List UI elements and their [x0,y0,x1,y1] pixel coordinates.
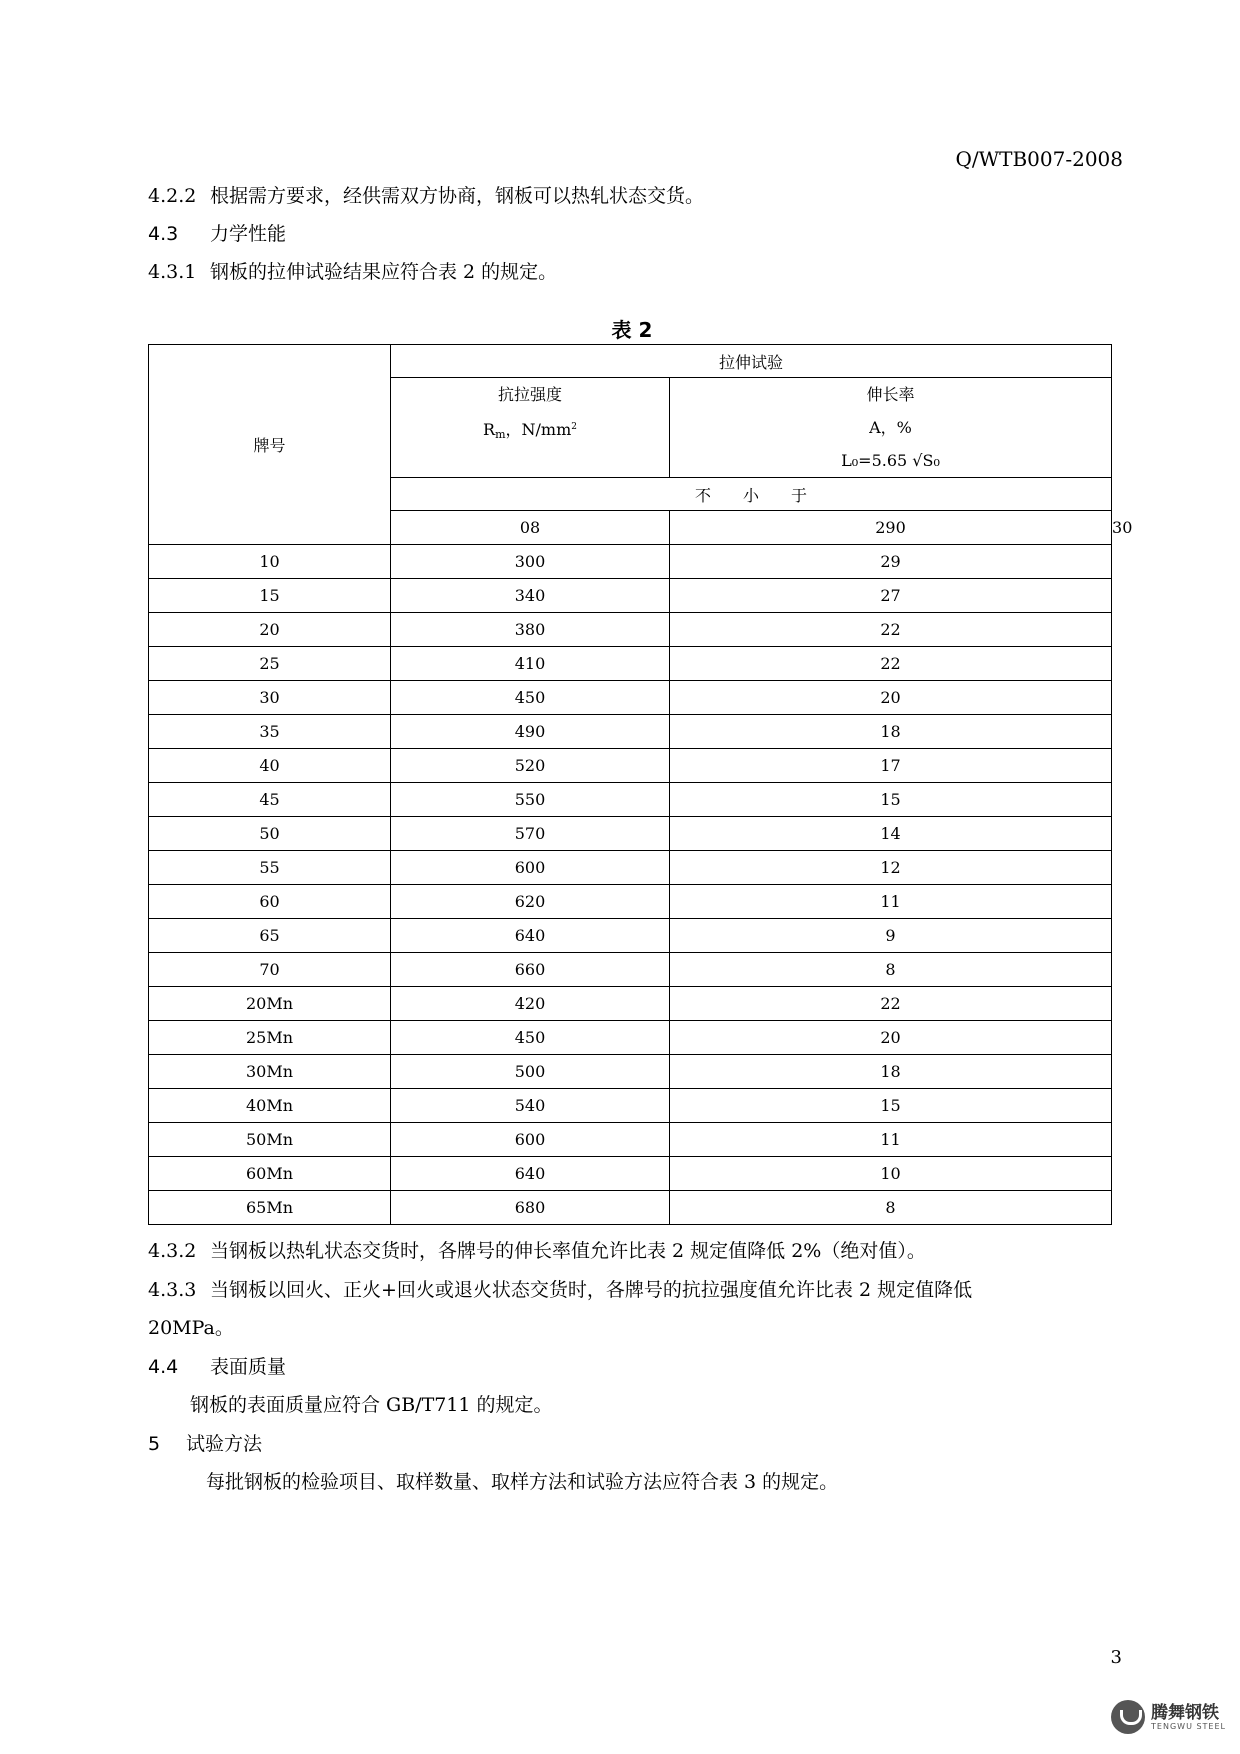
cell-strength: 450 [391,1021,670,1055]
elongation-label: 伸长率 [866,385,915,404]
heading-title: 表面质量 [210,1356,287,1378]
heading-title: 试验方法 [186,1433,263,1455]
cell-elong: 9 [670,919,1112,953]
cell-strength: 410 [391,647,670,681]
tensile-test-header: 拉伸试验 [391,345,1112,378]
cell-grade: 20Mn [149,987,391,1021]
heading-4-4 [148,1355,286,1379]
cell-grade: 20 [149,613,391,647]
cell-elong: 11 [670,1123,1112,1157]
cell-strength: 680 [391,1191,670,1225]
cell-elong: 20 [670,1021,1112,1055]
cell-strength: 490 [391,715,670,749]
cell-strength: 600 [391,1123,670,1157]
cell-elong: 29 [670,545,1112,579]
cell-grade: 45 [149,783,391,817]
cell-grade: 50Mn [149,1123,391,1157]
heading-title: 力学性能 [210,223,287,245]
cell-elong: 20 [670,681,1112,715]
cell-strength: 380 [391,613,670,647]
table-row [149,1055,1112,1089]
cell-strength: 340 [391,579,670,613]
cell-grade: 60 [149,885,391,919]
document-id: Q/WTB007-2008 [955,147,1123,171]
heading-5 [148,1432,262,1456]
grade-header: 牌号 [149,345,391,545]
clause-text: 根据需方要求，经供需双方协商，钢板可以热轧状态交货。 [210,185,705,207]
cell-elong: 11 [670,885,1112,919]
table-row [149,953,1112,987]
cell-strength: 500 [391,1055,670,1089]
heading-number: 4.4 [148,1356,179,1378]
cell-grade: 50 [149,817,391,851]
cell-strength: 570 [391,817,670,851]
table-row [149,1157,1112,1191]
cell-grade: 08 [391,511,670,545]
table-row: 08 290 30 [149,511,1112,545]
clause-number: 4.3.1 [148,261,197,283]
heading-number: 5 [148,1433,161,1455]
cell-grade: 70 [149,953,391,987]
logo-en-text: TENGWU STEEL [1151,1721,1226,1731]
clause-text: 钢板的拉伸试验结果应符合表 2 的规定。 [210,261,558,283]
cell-elong: 10 [670,1157,1112,1191]
cell-elong: 22 [670,647,1112,681]
cell-grade: 65 [149,919,391,953]
cell-strength: 600 [391,851,670,885]
cell-elong: 22 [670,613,1112,647]
clause-5-text: 每批钢板的检验项目、取样数量、取样方法和试验方法应符合表 3 的规定。 [206,1471,839,1493]
table-row [149,613,1112,647]
clause-number: 4.2.2 [148,185,197,207]
cell-strength: 640 [391,1157,670,1191]
cell-grade: 30 [149,681,391,715]
clause-4-3-1 [148,260,557,284]
cell-grade: 30Mn [149,1055,391,1089]
cell-elong: 12 [670,851,1112,885]
clause-number: 4.3.2 [148,1240,197,1262]
cell-grade: 60Mn [149,1157,391,1191]
cell-strength: 620 [391,885,670,919]
table-title: 表 2 [611,318,653,342]
cell-elong: 18 [670,715,1112,749]
tensile-test-table [148,344,1133,1225]
logo-cn-text: 腾舞钢铁 [1151,1702,1220,1723]
cell-strength: 660 [391,953,670,987]
table-row [149,919,1112,953]
clause-number: 4.3.3 [148,1279,197,1301]
table-row [149,885,1112,919]
strength-unit: $R_m$，$N/mm^2$ [483,420,577,441]
cell-strength: 450 [391,681,670,715]
cell-elong: 15 [670,1089,1112,1123]
heading-number: 4.3 [148,223,179,245]
table-row [149,987,1112,1021]
clause-text: 当钢板以热轧状态交货时，各牌号的伸长率值允许比表 2 规定值降低 2%（绝对值）。 [210,1240,926,1262]
table-row [149,749,1112,783]
cell-elong: 8 [670,953,1112,987]
cell-elong: 14 [670,817,1112,851]
cell-grade: 40Mn [149,1089,391,1123]
cell-elong: 8 [670,1191,1112,1225]
cell-strength: 550 [391,783,670,817]
clause-4-3-2 [148,1239,926,1263]
table-row [149,545,1112,579]
heading-4-3 [148,222,286,246]
clause-4-3-3-continued: 20MPa。 [148,1317,234,1339]
cell-strength: 540 [391,1089,670,1123]
company-logo [1111,1700,1226,1734]
cell-elong: 15 [670,783,1112,817]
cell-grade: 25 [149,647,391,681]
cell-strength: 290 [670,511,1112,545]
table-row [149,783,1112,817]
strength-header [391,378,670,478]
elongation-header [670,378,1112,478]
cell-elong: 17 [670,749,1112,783]
cell-elong: 18 [670,1055,1112,1089]
logo-mark-icon [1111,1700,1145,1734]
table-row [149,1021,1112,1055]
table-row [149,1089,1112,1123]
cell-grade: 15 [149,579,391,613]
not-less-than-header: 不 小 于 [391,478,1112,511]
clause-4-4-text: 钢板的表面质量应符合 GB/T711 的规定。 [190,1394,553,1416]
strength-label: 抗拉强度 [497,385,562,404]
page-number: 3 [1110,1647,1122,1668]
cell-grade: 25Mn [149,1021,391,1055]
table-row [149,715,1112,749]
table-row [149,579,1112,613]
cell-grade: 65Mn [149,1191,391,1225]
table-row [149,1123,1112,1157]
table-row [149,647,1112,681]
cell-grade: 55 [149,851,391,885]
cell-strength: 420 [391,987,670,1021]
gauge-length-formula: L₀=5.65 √S₀ [841,451,940,470]
table-row [149,817,1112,851]
cell-elong: 27 [670,579,1112,613]
cell-grade: 10 [149,545,391,579]
cell-strength: 520 [391,749,670,783]
cell-grade: 35 [149,715,391,749]
clause-4-3-3 [148,1278,972,1302]
cell-strength: 640 [391,919,670,953]
cell-elong: 22 [670,987,1112,1021]
clause-4-2-2 [148,184,704,208]
table-row [149,851,1112,885]
table-row [149,681,1112,715]
clause-text: 当钢板以回火、正火+回火或退火状态交货时，各牌号的抗拉强度值允许比表 2 规定值降低 [210,1279,973,1301]
table-row [149,1191,1112,1225]
elongation-unit: A，% [869,418,912,437]
cell-grade: 40 [149,749,391,783]
cell-strength: 300 [391,545,670,579]
